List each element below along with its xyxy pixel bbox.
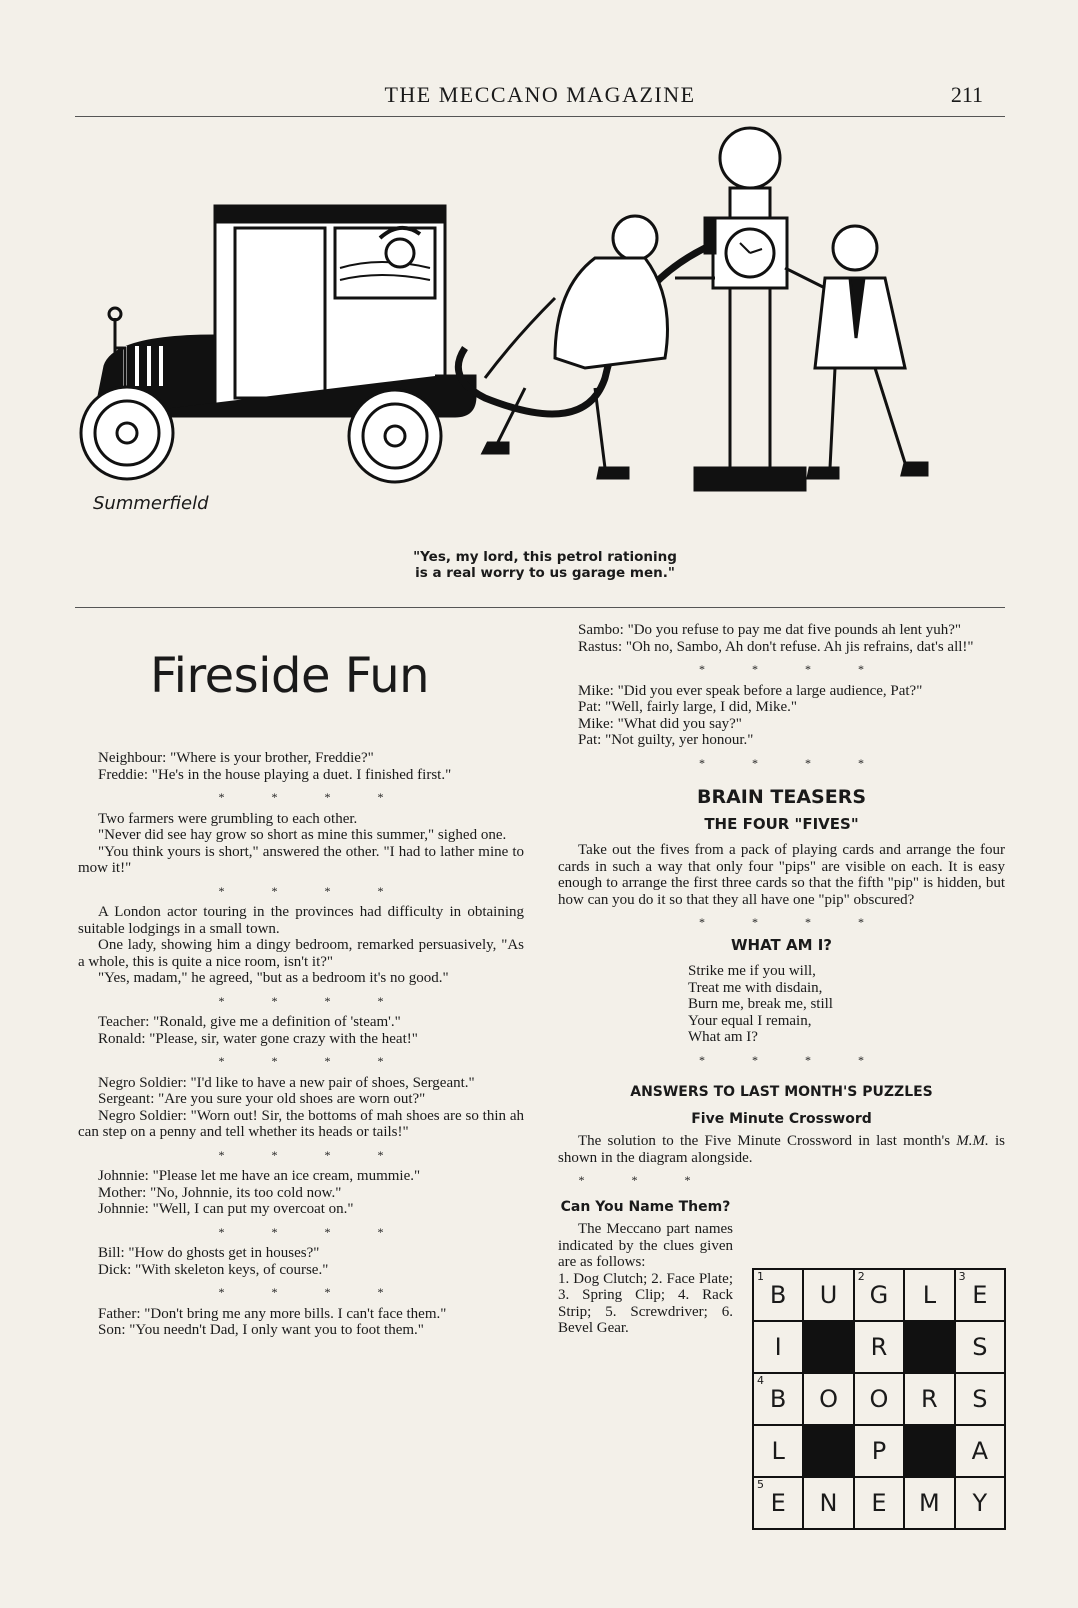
crossword-letter: S [972,1385,988,1413]
joke-text: Neighbour: "Where is your brother, Freddie?" [98,750,374,766]
joke-text: Son: "You needn't Dad, I only want you to foot them." [98,1322,424,1338]
crossword-cell [904,1269,955,1321]
caption-rule [75,607,1005,608]
joke-text: Teacher: "Ronald, give me a definition of 'steam'." [98,1014,401,1030]
crossword-row [753,1269,1005,1321]
magazine-title: THE MECCANO MAGAZINE [384,82,696,107]
joke-text: "You think yours is short," answered the other. "I had to lather mine to mow it!" [78,843,524,876]
crossword-row [753,1477,1005,1529]
crossword-row [753,1321,1005,1373]
crossword-black-cell [803,1425,853,1477]
crossword-letter: G [869,1281,889,1309]
crossword-text-mm: M.M. [956,1133,989,1149]
crossword-letter: B [769,1281,787,1309]
cartoon-drawing [75,118,1005,558]
separator: * * * * [218,1224,406,1239]
poem-line: Treat me with disdain, [688,979,823,996]
poem-line: What am I? [688,1029,758,1045]
joke-text: Freddie: "He's in the house playing a duet. I finished first." [98,766,452,783]
crossword-cell [904,1477,955,1529]
crossword-black-cell [904,1321,955,1373]
clue-number: 3 [958,1270,966,1283]
crossword-row [753,1373,1005,1425]
separator: * * * * [218,1054,406,1068]
crossword-grid [752,1268,1006,1522]
joke-text: Bill: "How do ghosts get in houses?" [98,1245,320,1261]
crossword-letter: O [819,1385,838,1413]
header-rule [75,116,1005,117]
joke-text: Rastus: "Oh no, Sambo, Ah don't refuse. Ah jis refrains, dat's all!" [578,638,974,655]
joke-text: Mike: "What did you say?" [578,715,742,732]
poem-line: Strike me if you will, [688,963,816,979]
crossword-cell [854,1425,904,1477]
article-title: Fireside Fun [150,648,430,704]
caption-line-2: is a real worry to us garage men." [415,565,675,581]
crossword-cell [854,1321,904,1373]
joke-text: Negro Soldier: "I'd like to have a new pair of shoes, Sergeant." [98,1074,475,1091]
crossword-cell [753,1373,803,1425]
crossword-cell [854,1477,904,1529]
name-them-list: 1. Dog Clutch; 2. Face Plate; 3. Spring Clip; 4. Rack Strip; 5. Screwdriver; 6. Bevel Gear. [558,1270,733,1336]
crossword-text [558,1133,1005,1166]
joke-text: Sambo: "Do you refuse to pay me dat five pounds ah lent yuh?" [578,622,961,638]
crossword-cell [904,1373,955,1425]
crossword-letter: I [774,1333,782,1361]
separator: * * * * [218,790,406,804]
name-them-heading: Can You Name Them? [560,1198,731,1215]
left-column [78,750,524,1339]
separator: * * * * [699,755,886,770]
crossword-letter: E [770,1489,786,1517]
joke-text: Two farmers were grumbling to each other. [98,810,358,827]
separator: * * * * [699,915,886,929]
joke-text: "Yes, madam," he agreed, "but as a bedroom it's no good." [98,970,449,986]
joke-text: One lady, showing him a dingy bedroom, remarked persuasively, "As a whole, this is quite a nice room, isn't it?" [78,937,524,970]
separator: * * * * [218,1147,406,1162]
riddle-poem [688,963,1005,1046]
crossword-letter: R [921,1385,938,1413]
crossword-heading: Five Minute Crossword [691,1110,872,1127]
joke-text: Ronald: "Please, sir, water gone crazy with the heat!" [98,1030,418,1047]
crossword-cell [955,1425,1005,1477]
crossword-cell [955,1477,1005,1529]
brain-teasers-heading: BRAIN TEASERS [696,786,867,808]
cartoon-illustration [75,118,1005,558]
joke-text: Negro Soldier: "Worn out! Sir, the bottoms of mah shoes are so thin ah can step on a penny and tell whether its heads or tails!" [78,1107,524,1140]
crossword-letter: N [819,1489,838,1517]
clue-number: 1 [757,1270,764,1283]
caption-line-1: "Yes, my lord, this petrol rationing [413,549,677,565]
crossword-letter: B [769,1385,787,1413]
crossword-row [753,1425,1005,1477]
crossword-cell [803,1269,853,1321]
joke-text: Pat: "Not guilty, yer honour." [578,732,754,748]
crossword-letter: L [771,1437,785,1465]
separator: * * * * [699,662,886,676]
crossword-text-a: The solution to the Five Minute Crossword in last month's [578,1133,951,1149]
artist-signature: Summerfield [93,493,209,514]
page-number: 211 [950,82,983,107]
crossword-letter: S [972,1333,988,1361]
crossword-cell [955,1321,1005,1373]
crossword-text-b: is shown in the diagram alongside. [558,1133,1006,1166]
joke-text: Johnnie: "Please let me have an ice cream, mummie." [98,1168,421,1184]
separator: * * * * [218,883,406,898]
separator: * * * * [218,993,406,1008]
crossword-letter: E [972,1281,988,1309]
crossword-body [753,1269,1005,1529]
joke-text: Mike: "Did you ever speak before a large audience, Pat?" [578,682,923,699]
crossword-cell [803,1373,853,1425]
poem-line: Burn me, break me, still [688,996,833,1012]
crossword-cell [854,1373,904,1425]
clue-number: 2 [857,1270,865,1283]
crossword-cell [753,1321,803,1373]
what-am-i-heading: WHAT AM I? [730,935,833,954]
four-fives-heading: THE FOUR "FIVES" [704,814,859,833]
joke-text: Dick: "With skeleton keys, of course." [98,1261,329,1278]
answers-heading: ANSWERS TO LAST MONTH'S PUZZLES [630,1084,933,1100]
crossword-cell [753,1269,803,1321]
separator: * * * * [699,1052,886,1067]
crossword-cell [955,1269,1005,1321]
crossword-letter: A [971,1437,989,1465]
joke-text: A London actor touring in the provinces had difficulty in obtaining suitable lodgings in a small town. [78,904,524,937]
separator: * * * * [218,1285,406,1299]
crossword-black-cell [803,1321,853,1373]
crossword-letter: O [869,1385,889,1413]
crossword-black-cell [904,1425,955,1477]
crossword-letter: M [919,1489,940,1517]
crossword-cell [753,1477,803,1529]
poem-line: Your equal I remain, [688,1012,812,1029]
crossword-cell [803,1477,853,1529]
crossword-letter: R [870,1333,888,1361]
clue-number: 5 [757,1478,764,1491]
crossword-letter: L [922,1281,937,1309]
crossword-letter: E [871,1489,887,1517]
crossword-letter: U [819,1281,838,1309]
cartoon-caption [380,549,710,581]
name-them-text: The Meccano part names indicated by the clues given are as follows: [558,1221,733,1270]
name-them-block [558,1172,733,1337]
joke-text: Johnnie: "Well, I can put my overcoat on." [98,1201,354,1217]
crossword-cell [854,1269,904,1321]
crossword-cell [753,1425,803,1477]
joke-text: Sergeant: "Are you sure your old shoes are worn out?" [98,1091,426,1107]
joke-text: "Never did see hay grow so short as mine this summer," sighed one. [98,827,507,843]
running-header [75,80,1005,114]
crossword-cell [955,1373,1005,1425]
crossword-letter: Y [972,1489,988,1517]
joke-text: Mother: "No, Johnnie, its too cold now." [98,1184,342,1201]
joke-text: Father: "Don't bring me any more bills. I can't face them." [98,1305,447,1322]
four-fives-text: Take out the fives from a pack of playing cards and arrange the four cards in such a way that only four "pips" are visible on each. It is easy enough to arrange the first three cards so that the fifth "pip" is hidden, but how can you do it so that they all have one "pip" obscured? [558,842,1005,908]
joke-text: Pat: "Well, fairly large, I did, Mike." [578,699,798,715]
right-column [558,622,1005,1337]
crossword-letter: P [871,1437,887,1465]
clue-number: 4 [757,1374,764,1387]
separator: * * * [578,1173,713,1187]
